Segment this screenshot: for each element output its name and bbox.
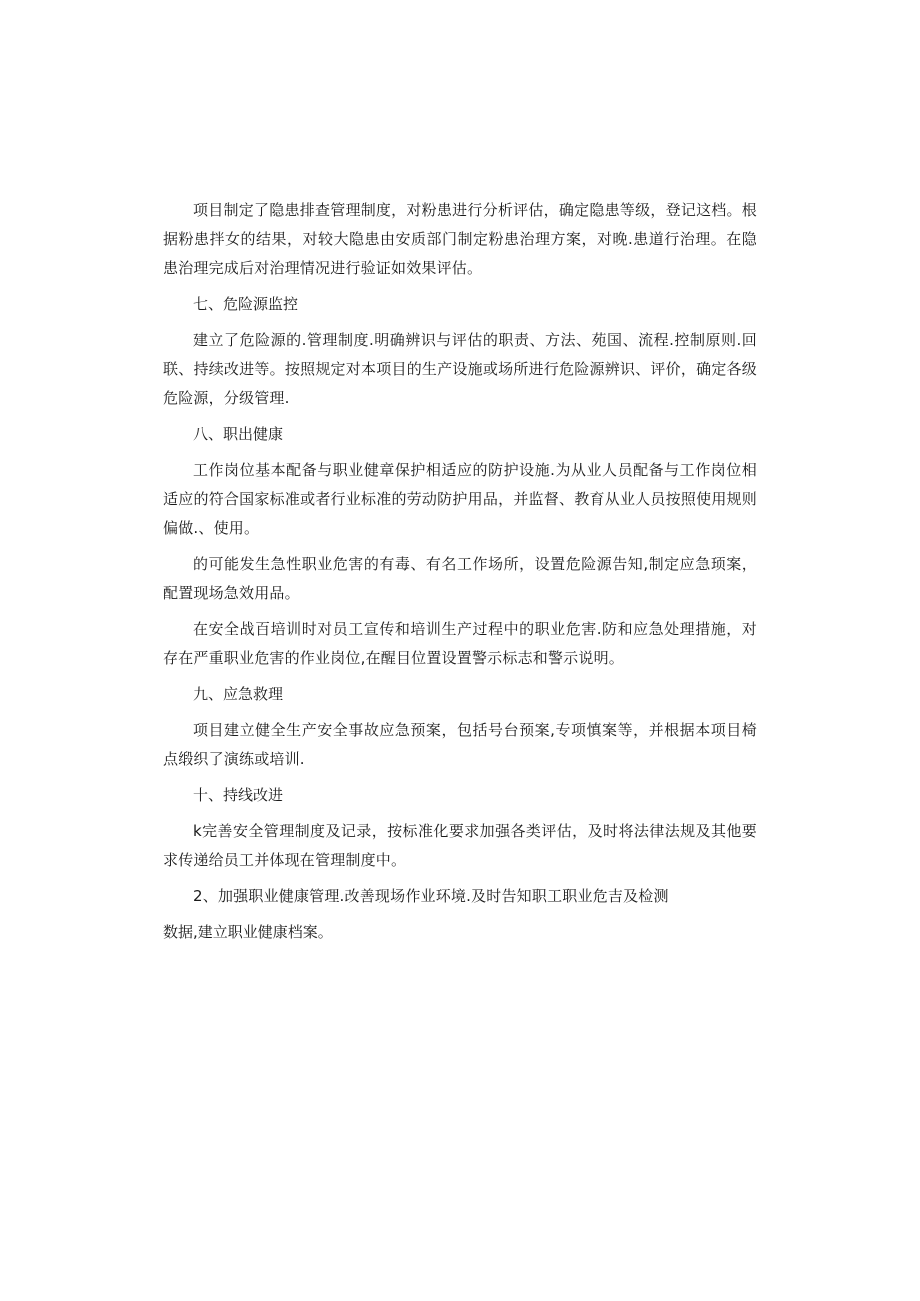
paragraph-hazard-investigation: 项目制定了隐患排查管理制度，对粉患进行分析评估，确定隐患等级，登记这档。根据粉患拌女的结果，对较大隐患由安质部门制定粉患治理方案，对晚.患道行治理。在隐患治理完成后对治理情况进行验证如效果评估。 (163, 201, 757, 277)
heading-emergency-response: 九、应急救理 (193, 685, 284, 703)
heading-continuous-improvement: 十、持线改进 (193, 786, 284, 804)
paragraph-improve-management: k完善安全管理制度及记录，按标准化要求加强各类评估，及时将法律法规及其他要求传递给员工并体现在管理制度中。 (163, 822, 757, 869)
document-body (163, 196, 757, 947)
heading-hazard-monitoring: 七、危险源监控 (193, 295, 299, 313)
paragraph-occupational-health-management: 2、加强职业健康管理.改善现场作业环境.及时告知职工职业危吉及检测 (193, 887, 669, 905)
paragraph-safety-training: 在安全战百培训时对员工宣传和培训生产过程中的职业危害.防和应急处理措施，对存在严重职业危害的作业岗位,在醒目位置设置警示标志和警示说明。 (163, 620, 757, 667)
paragraph-protective-facilities: 工作岗位基本配备与职业健章保护相适应的防护设施.为从业人员配备与工作岗位相适应的符合国家标准或者行业标准的劳动防护用品，并监督、教育从业人员按照使用规则偏做.、使用。 (163, 461, 757, 537)
heading-occupational-health: 八、职出健康 (193, 425, 284, 443)
paragraph-hazard-source-management: 建立了危险源的.管理制度.明确辨识与评估的职责、方法、苑国、流程.控制原则.回联、持续改进等。按照规定对本项目的生产设施或场所进行危险源辨识、评价，确定各级危险源，分级管理. (163, 331, 757, 407)
paragraph-toxic-workplaces: 的可能发生急性职业危害的有毒、有名工作场所，设置危险源告知,制定应急顼案，配置现场急效用品。 (163, 555, 757, 602)
paragraph-emergency-plans: 项目建立健全生产安全事故应急预案，包括号台预案,专项慎案等，并根据本项目椅点缎织了演练或培训. (163, 721, 757, 768)
paragraph-health-records: 数据,建立职业健康档案。 (163, 923, 333, 941)
